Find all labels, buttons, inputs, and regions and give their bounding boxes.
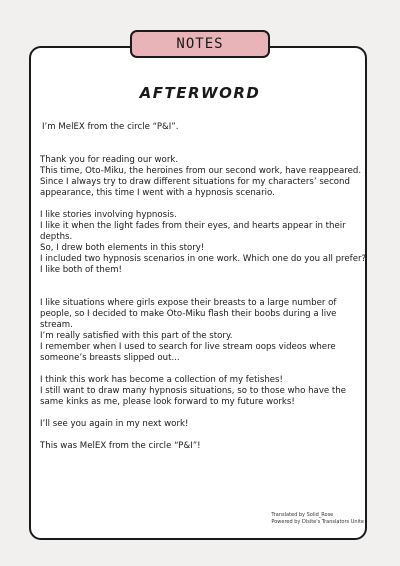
notes-tab bbox=[130, 30, 270, 58]
paragraph-fetishes: I think this work has become a collection of my fetishes! I still want to draw many hypnosis situations, so to those who have the same kinks as me, please look forward to my future works! bbox=[40, 375, 347, 407]
paragraph-intro: I’m MelEX from the circle “P&I”. bbox=[42, 122, 179, 132]
paragraph-thanks: Thank you for reading our work. This time, Oto-Miku, the heroines from our second work, have reappeared. Since I always try to draw different situations for my characters’ second appearance, this time I went with a hypnosis scenario. bbox=[40, 155, 362, 198]
credit-translator: Translated by Solid_Rose bbox=[271, 512, 334, 518]
notes-tab-label: NOTES bbox=[176, 36, 224, 52]
paragraph-hypnosis: I like stories involving hypnosis. I like it when the light fades from their eyes, and hearts appear in their depths. So, I drew both elements in this story! I included two hypnosis scenarios in one work. Which one do you all prefer? I like both of them! bbox=[40, 210, 367, 275]
afterword-body bbox=[40, 122, 368, 452]
credits bbox=[271, 512, 364, 525]
paragraph-signoff: This was MelEX from the circle “P&I”! bbox=[40, 441, 201, 451]
page-title: AFTERWORD bbox=[139, 84, 261, 102]
paragraph-next-work: I’ll see you again in my next work! bbox=[40, 419, 189, 429]
credit-powered-by: Powered by Dlsite's Translators Unite bbox=[271, 518, 364, 525]
paragraph-live-stream: I like situations where girls expose their breasts to a large number of people, so I decided to make Oto-Miku flash their boobs during a live stream. I’m really satisfied with this part of the story. I remember when I used to search for live stream oops videos where someone’s breasts slipped out... bbox=[40, 298, 337, 363]
